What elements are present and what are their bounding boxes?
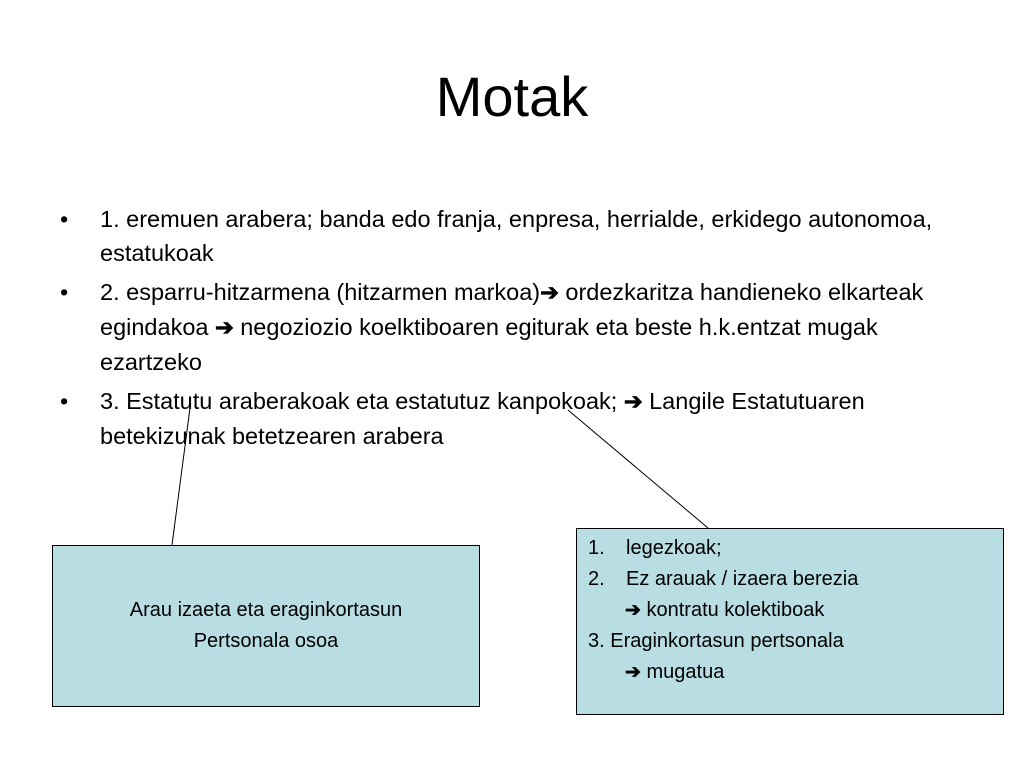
slide-title: Motak (435, 65, 589, 128)
bullet-text: eremuen arabera; banda edo franja, enpresa, herrialde, erkidego autonomoa, estatukoak (100, 206, 933, 266)
connector-line-right (568, 410, 708, 528)
bullet-text: 3. Estatutu araberakoak eta estatutuz kanpokoak; (100, 388, 624, 414)
sub-item-text: mugatua (640, 661, 725, 683)
sub-item-3 (588, 657, 993, 688)
numbered-item-3: 3. Eraginkortasun pertsonala (588, 630, 844, 652)
numbered-item-1 (588, 533, 993, 564)
bullet-text: 2. esparru-hitzarmena (hitzarmen markoa) (100, 279, 541, 305)
item-text: legezkoak; (626, 537, 722, 559)
bullet-mark: • (60, 206, 69, 232)
bullet-text: negoziozio koelktiboaren egiturak eta beste h.k.entzat mugak ezartzeko (100, 314, 878, 375)
sub-item-2 (588, 595, 993, 626)
bullet-mark: • (60, 388, 69, 414)
callout-left-line-2: Pertsonala osoa (193, 630, 339, 652)
sub-item-text: kontratu kolektiboak (640, 599, 825, 621)
item-text: Ez arauak / izaera berezia (626, 568, 859, 590)
bullet-text: Langile Estatutuaren betekizunak betetzearen arabera (100, 388, 865, 449)
numbered-item-2 (588, 564, 993, 595)
bullet-prefix: 1. (100, 206, 120, 232)
bullet-mark: • (60, 279, 69, 305)
arrow-right-icon: ➔ (215, 315, 234, 340)
bullet-text: ordezkaritza handieneko elkarteak egindakoa (100, 279, 924, 340)
arrow-right-icon: ➔ (540, 280, 559, 305)
callout-left-line-1: Arau izaeta eta eraginkortasun (129, 599, 403, 621)
arrow-right-icon: ➔ (625, 600, 641, 621)
arrow-right-icon: ➔ (625, 662, 641, 683)
arrow-right-icon: ➔ (623, 389, 643, 414)
callout-box-right (576, 528, 1004, 715)
item-number: 1. (588, 537, 605, 559)
connector-line-left (172, 408, 190, 545)
callout-box-left (52, 545, 480, 707)
item-number: 2. (588, 568, 605, 590)
